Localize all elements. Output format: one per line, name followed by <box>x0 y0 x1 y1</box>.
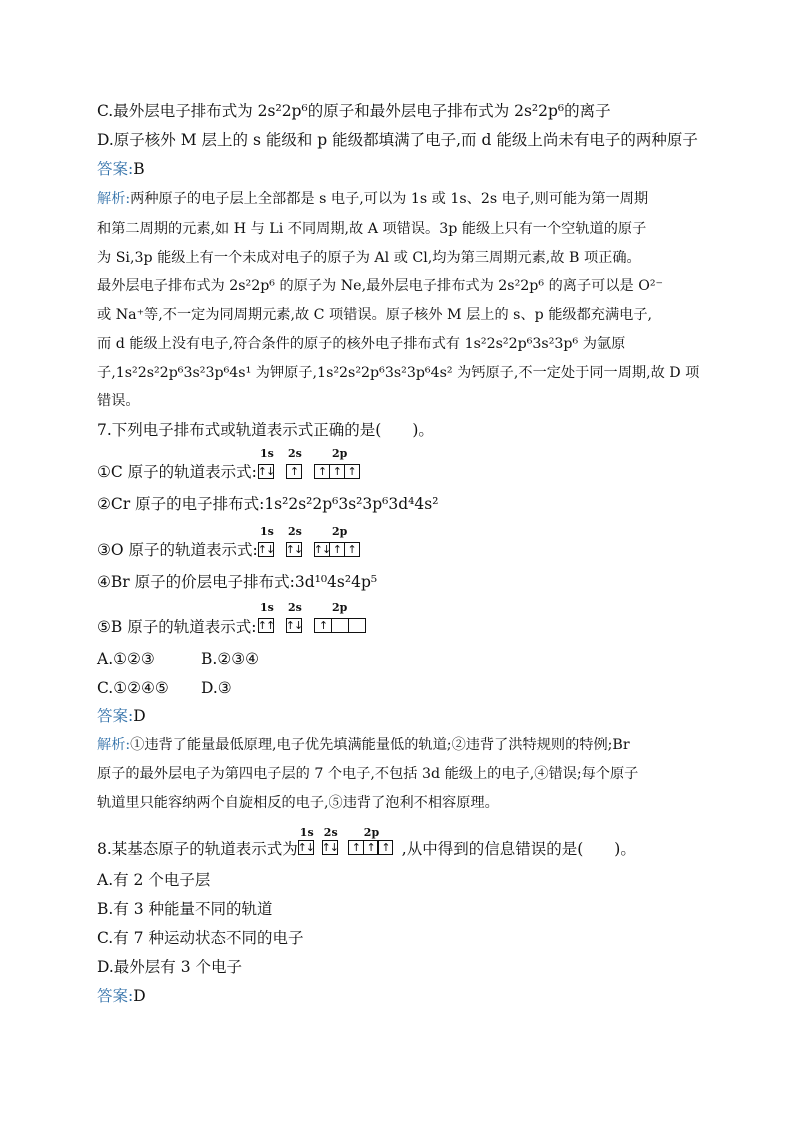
orbital-box <box>314 542 330 557</box>
spin-arrow: ↑ <box>351 841 360 854</box>
exp-line: 最外层电子排布式为 2s²2p⁶ 的原子为 Ne,最外层电子排布式为 2s²2p⁶ 的离子可以是 O²⁻ <box>97 278 664 294</box>
answer-value: B <box>133 160 145 178</box>
orbital-2p <box>348 826 394 855</box>
orbital-box <box>377 840 393 855</box>
orbital-box <box>258 464 274 479</box>
orbital-label: 2s <box>288 525 302 538</box>
orbital-box <box>348 618 366 633</box>
orbital-1s <box>257 447 275 479</box>
orbital-diagram-q8 <box>297 826 402 856</box>
spin-arrow: ↑↓ <box>257 543 275 556</box>
exp-line: 而 d 能级上没有电子,符合条件的原子的核外电子排布式有 1s²2s²2p⁶3s²3p⁶ 为氩原 <box>97 336 626 352</box>
orbital-1s <box>257 525 275 557</box>
orbital-label: 1s <box>260 525 274 538</box>
orbital-box <box>329 464 345 479</box>
q7-answer <box>97 706 146 726</box>
orbital-label: 1s <box>299 826 314 839</box>
exp-line: 子,1s²2s²2p⁶3s²3p⁶4s¹ 为钾原子,1s²2s²2p⁶3s²3p⁶4s² 为钙原子,不一定处于同一周期,故 D 项 <box>97 365 700 381</box>
answer-label: 答案: <box>97 707 134 725</box>
answer-value: D <box>133 707 146 725</box>
exp-line: 轨道里只能容纳两个自旋相反的电子,⑤违背了泡利不相容原理。 <box>97 795 499 811</box>
spin-arrow: ↑ <box>381 841 390 854</box>
orbital-2s <box>321 826 339 855</box>
answer-label: 答案: <box>97 987 134 1005</box>
orbital-2s <box>285 525 303 557</box>
orbital-label: 2p <box>332 525 348 538</box>
explanation-label: 解析: <box>97 737 131 753</box>
spin-arrow: ↑↓ <box>285 619 303 632</box>
orbital-label: 1s <box>260 447 274 460</box>
orbital-box <box>344 464 360 479</box>
spin-arrow: ↑ <box>289 465 299 478</box>
q6-answer <box>97 159 145 179</box>
q7-option-b: B.②③④ <box>201 650 260 668</box>
spin-arrow: ↑↑ <box>257 619 275 632</box>
orbital-label: 2p <box>332 601 348 614</box>
q8-option-c: C.有 7 种运动状态不同的电子 <box>97 929 304 947</box>
q7-option-a: A.①②③ <box>97 650 155 668</box>
spin-arrow: ↑ <box>366 841 375 854</box>
answer-value: D <box>133 987 146 1005</box>
spin-arrow: ↑↓ <box>285 543 303 556</box>
spin-arrow: ↑ <box>317 465 327 478</box>
q8-stem: 8.某基态原子的轨道表示式为 1s ↑↓ 2s ↑↓ 2p ↑ ↑ ↑ ,从中得到的信息错误的是( )。 <box>97 839 636 859</box>
spin-arrow: ↑↓ <box>257 465 275 478</box>
q7-stem: 7.下列电子排布式或轨道表示式正确的是( )。 <box>97 421 434 439</box>
exp-line: 错误。 <box>97 393 140 409</box>
orbital-2s <box>285 601 303 633</box>
orbital-label: 2s <box>323 826 338 839</box>
q8-option-a: A.有 2 个电子层 <box>97 871 211 889</box>
orbital-1s <box>297 826 315 855</box>
option-c: C.最外层电子排布式为 2s²2p⁶的原子和最外层电子排布式为 2s²2p⁶的离子 <box>97 102 611 120</box>
q8-option-b: B.有 3 种能量不同的轨道 <box>97 900 273 918</box>
orbital-box <box>286 464 302 479</box>
q7-option-c: C.①②④⑤ <box>97 679 169 697</box>
answer-label: 答案: <box>97 160 134 178</box>
exp-line: 为 Si,3p 能级上有一个未成对电子的原子为 Al 或 Cl,均为第三周期元素,故 B 项正确。 <box>97 250 641 266</box>
orbital-label: 2p <box>363 826 380 839</box>
spin-arrow: ↑↓ <box>321 841 339 854</box>
q7-item-1: ①C 原子的轨道表示式: <box>97 463 257 481</box>
spin-arrow: ↑ <box>318 619 328 632</box>
orbital-2p <box>314 447 360 479</box>
orbital-box <box>344 542 360 557</box>
exp-line: 解析:①违背了能量最低原理,电子优先填满能量低的轨道;②违背了洪特规则的特例;Br <box>97 737 630 753</box>
spin-arrow: ↑↓ <box>297 841 315 854</box>
orbital-box <box>331 618 349 633</box>
orbital-label: 2s <box>288 447 302 460</box>
q7-item-5: ⑤B 原子的轨道表示式: <box>97 618 257 636</box>
exp-line: 原子的最外层电子为第四电子层的 7 个电子,不包括 3d 能级上的电子,④错误;每个原子 <box>97 766 639 782</box>
orbital-label: 2s <box>288 601 302 614</box>
exp-line: 和第二周期的元素,如 H 与 Li 不同周期,故 A 项错误。3p 能级上只有一个空轨道的原子 <box>97 221 647 237</box>
orbital-box <box>348 840 364 855</box>
q8-option-d: D.最外层有 3 个电子 <box>97 958 243 976</box>
q7-item-3: ③O 原子的轨道表示式: <box>97 541 258 559</box>
spin-arrow: ↑ <box>332 543 341 556</box>
option-d: D.原子核外 M 层上的 s 能级和 p 能级都填满了电子,而 d 能级上尚未有电子的两种原子 <box>97 131 698 149</box>
exp-line: 解析:两种原子的电子层上全部都是 s 电子,可以为 1s 或 1s、2s 电子,则可能为第一周期 <box>97 191 649 207</box>
orbital-box <box>258 542 274 557</box>
orbital-box <box>258 618 274 633</box>
orbital-box <box>286 542 302 557</box>
orbital-box <box>329 542 345 557</box>
spin-arrow: ↑ <box>332 465 341 478</box>
orbital-label: 1s <box>260 601 274 614</box>
orbital-2p <box>314 601 366 633</box>
q7-item-4: ④Br 原子的价层电子排布式:3d¹⁰4s²4p⁵ <box>97 573 378 591</box>
q8-answer <box>97 986 146 1006</box>
q7-item-2: ②Cr 原子的电子排布式:1s²2s²2p⁶3s²3p⁶3d⁴4s² <box>97 495 439 513</box>
exp-line: 或 Na⁺等,不一定为同周期元素,故 C 项错误。原子核外 M 层上的 s、p 能级都充满电子, <box>97 307 653 323</box>
orbital-label: 2p <box>332 447 348 460</box>
orbital-box <box>314 618 332 633</box>
spin-arrow: ↑↓ <box>313 543 331 556</box>
spin-arrow: ↑ <box>347 543 356 556</box>
spin-arrow: ↑ <box>347 465 356 478</box>
orbital-box <box>286 618 302 633</box>
orbital-1s <box>257 601 275 633</box>
explanation-label: 解析: <box>97 191 131 207</box>
orbital-2s <box>286 447 302 479</box>
orbital-2p <box>313 525 360 557</box>
q7-option-d: D.③ <box>201 679 232 697</box>
orbital-box <box>314 464 330 479</box>
